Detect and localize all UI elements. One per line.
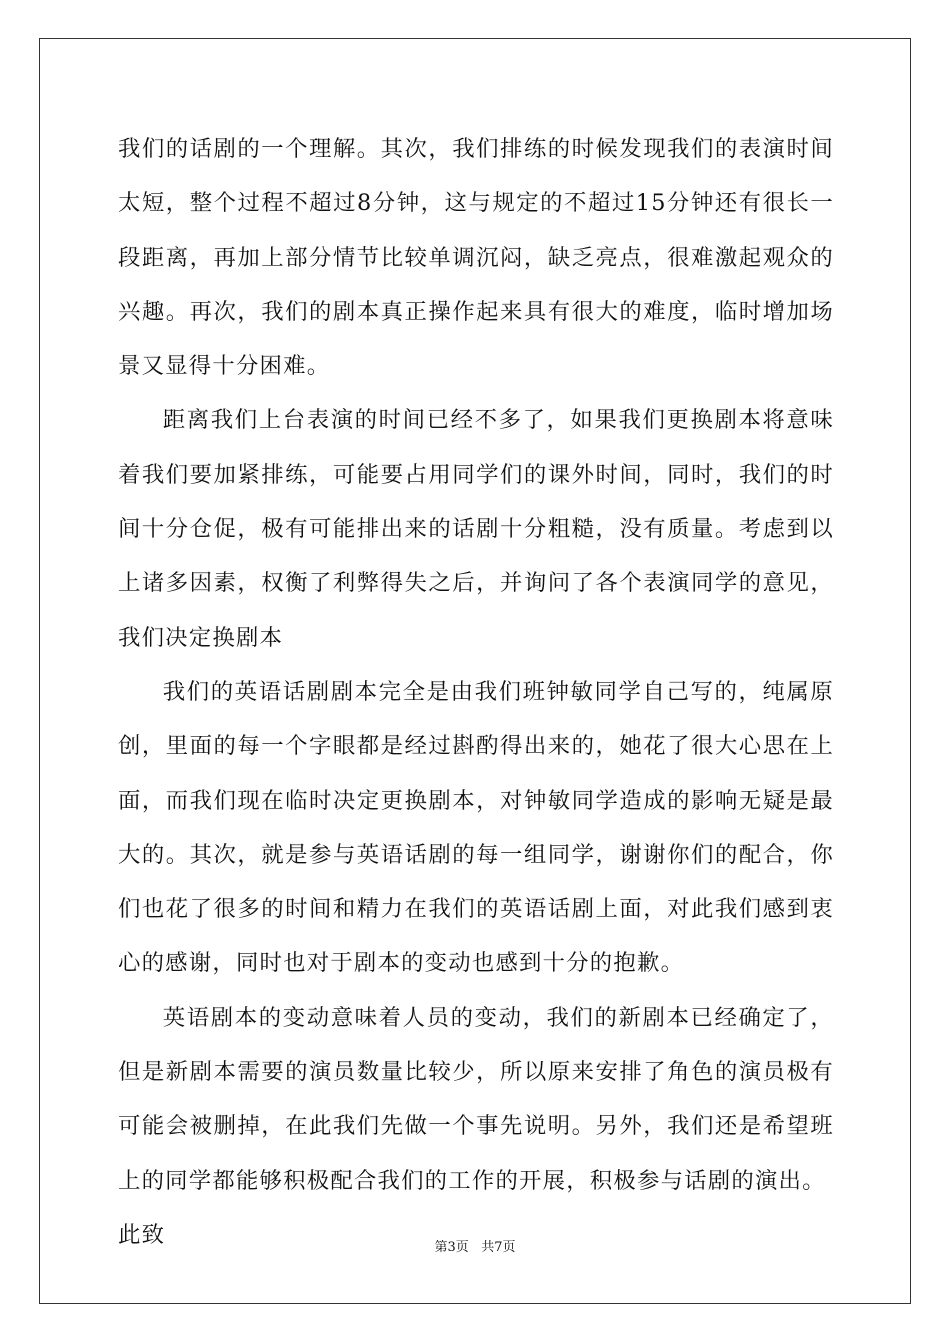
- page-number: 第3页: [434, 1240, 469, 1255]
- paragraph-4: 英语剧本的变动意味着人员的变动，我们的新剧本已经确定了，但是新剧本需要的演员数量比较少，所以原来安排了角色的演员极有可能会被删掉，在此我们先做一个事先说明。另外，我们还是希望班上的同学都能够积极配合我们的工作的开展，积极参与话剧的演出。: [118, 1004, 834, 1194]
- paragraph-3: 我们的英语话剧剧本完全是由我们班钟敏同学自己写的，纯属原创，里面的每一个字眼都是经过斟酌得出来的，她花了很大心思在上面，而我们现在临时决定更换剧本，对钟敏同学造成的影响无疑是最大的。其次，就是参与英语话剧的每一组同学，谢谢你们的配合，你们也花了很多的时间和精力在我们的英语话剧上面，对此我们感到衷心的感谢，同时也对于剧本的变动也感到十分的抱歉。: [118, 678, 834, 977]
- document-body: [118, 122, 834, 1262]
- paragraph-2: 距离我们上台表演的时间已经不多了，如果我们更换剧本将意味着我们要加紧排练，可能要占用同学们的课外时间，同时，我们的时间十分仓促，极有可能排出来的话剧十分粗糙，没有质量。考虑到以上诸多因素，权衡了利弊得失之后，并询问了各个表演同学的意见，我们决定换剧本: [118, 407, 834, 651]
- page-footer: [0, 1236, 950, 1255]
- total-pages: 共7页: [481, 1240, 516, 1255]
- closing-salutation: 此致: [118, 1221, 166, 1248]
- paragraph-1: 我们的话剧的一个理解。其次，我们排练的时候发现我们的表演时间太短，整个过程不超过8分钟，这与规定的不超过15分钟还有很长一段距离，再加上部分情节比较单调沉闷，缺乏亮点，很难激起观众的兴趣。再次，我们的剧本真正操作起来具有很大的难度，临时增加场景又显得十分困难。: [118, 136, 834, 380]
